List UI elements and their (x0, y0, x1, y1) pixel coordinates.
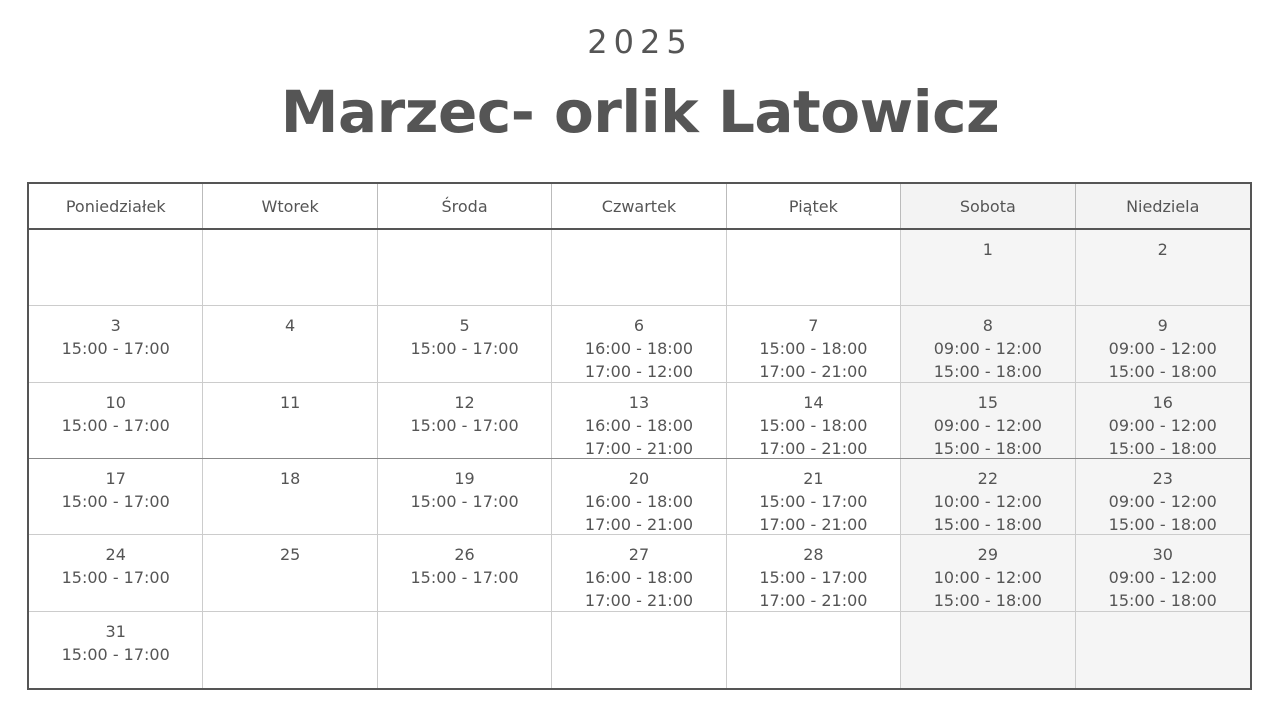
time-slot: 15:00 - 18:00 (933, 438, 1042, 458)
calendar-day-cell (552, 383, 726, 458)
weekday-header: Poniedziałek (29, 184, 203, 228)
day-number: 22 (977, 468, 998, 488)
calendar-day-cell (1076, 459, 1250, 534)
calendar-day-cell (727, 230, 901, 305)
calendar-day-cell (552, 612, 726, 688)
time-slot: 15:00 - 18:00 (933, 591, 1042, 611)
calendar-day-cell (29, 383, 203, 458)
calendar-day-cell (203, 383, 377, 458)
calendar-day-cell (29, 612, 203, 688)
day-number: 9 (1157, 316, 1168, 336)
calendar-day-cell (203, 459, 377, 534)
calendar-day-cell (378, 535, 552, 610)
day-number: 8 (982, 316, 993, 336)
day-number: 15 (977, 392, 998, 412)
weekday-header: Sobota (901, 184, 1075, 228)
calendar-day-cell (378, 612, 552, 688)
time-slot: 16:00 - 18:00 (584, 491, 694, 511)
calendar-day-cell (727, 612, 901, 688)
day-number: 5 (459, 316, 470, 336)
time-slot: 17:00 - 21:00 (759, 591, 868, 611)
time-slot: 15:00 - 18:00 (933, 362, 1042, 382)
time-slot: 17:00 - 21:00 (759, 514, 868, 534)
day-number: 25 (279, 545, 301, 565)
time-slot: 10:00 - 12:00 (933, 491, 1042, 511)
day-number: 18 (279, 468, 301, 488)
day-number: 19 (454, 468, 475, 488)
calendar-day-cell (727, 535, 901, 610)
calendar-day-cell (378, 383, 552, 458)
day-number: 24 (105, 545, 126, 565)
calendar-day-cell (901, 535, 1075, 610)
time-slot: 16:00 - 18:00 (584, 415, 694, 435)
time-slot: 15:00 - 17:00 (410, 415, 519, 435)
day-number: 11 (279, 392, 301, 412)
time-slot: 15:00 - 17:00 (61, 568, 170, 588)
weekday-header: Środa (378, 184, 552, 228)
time-slot: 15:00 - 18:00 (759, 415, 868, 435)
calendar-day-cell (29, 459, 203, 534)
calendar-day-cell (203, 230, 377, 305)
calendar-day-cell (901, 383, 1075, 458)
time-slot: 09:00 - 12:00 (1108, 491, 1217, 511)
calendar-day-cell (1076, 306, 1250, 381)
time-slot: 16:00 - 18:00 (584, 568, 694, 588)
calendar-week-row (29, 306, 1250, 382)
time-slot: 15:00 - 17:00 (759, 568, 868, 588)
calendar-day-cell (378, 230, 552, 305)
time-slot: 15:00 - 18:00 (1108, 438, 1217, 458)
calendar-day-cell (203, 306, 377, 381)
calendar-day-cell (1076, 535, 1250, 610)
calendar-day-cell (29, 535, 203, 610)
weekday-header: Czwartek (552, 184, 726, 228)
time-slot: 09:00 - 12:00 (1108, 568, 1217, 588)
time-slot: 16:00 - 18:00 (584, 339, 694, 359)
time-slot: 15:00 - 18:00 (1108, 514, 1217, 534)
time-slot: 15:00 - 17:00 (410, 491, 519, 511)
day-number: 2 (1157, 240, 1168, 259)
time-slot: 09:00 - 12:00 (1108, 339, 1217, 359)
calendar-day-cell (901, 459, 1075, 534)
calendar-day-cell (552, 230, 726, 305)
time-slot: 15:00 - 18:00 (933, 514, 1042, 534)
calendar-day-cell (1076, 383, 1250, 458)
day-number: 6 (633, 316, 645, 336)
weekday-header: Piątek (727, 184, 901, 228)
weekday-header: Wtorek (203, 184, 377, 228)
time-slot: 15:00 - 17:00 (410, 568, 519, 588)
time-slot: 17:00 - 12:00 (584, 362, 694, 382)
time-slot: 15:00 - 17:00 (759, 491, 868, 511)
calendar-day-cell (901, 306, 1075, 381)
time-slot: 15:00 - 17:00 (61, 491, 170, 511)
calendar-day-cell (29, 306, 203, 381)
calendar-day-cell (203, 612, 377, 688)
day-number: 13 (628, 392, 650, 412)
time-slot: 15:00 - 17:00 (61, 339, 170, 359)
time-slot: 09:00 - 12:00 (1108, 415, 1217, 435)
day-number: 14 (803, 392, 824, 412)
day-number: 20 (628, 468, 650, 488)
calendar-week-row (29, 230, 1250, 306)
calendar-weeks (29, 230, 1250, 688)
calendar-day-cell (378, 306, 552, 381)
time-slot: 17:00 - 21:00 (759, 438, 868, 458)
calendar-day-cell (552, 459, 726, 534)
time-slot: 09:00 - 12:00 (933, 415, 1042, 435)
day-number: 30 (1152, 545, 1173, 565)
day-number: 7 (808, 316, 819, 336)
time-slot: 17:00 - 21:00 (584, 438, 694, 458)
calendar-day-cell (901, 230, 1075, 305)
weekday-header-row (29, 184, 1250, 230)
day-number: 26 (454, 545, 475, 565)
calendar-day-cell (901, 612, 1075, 688)
calendar-week-row (29, 383, 1250, 459)
calendar-day-cell (29, 230, 203, 305)
day-number: 1 (982, 240, 993, 259)
calendar-week-row (29, 459, 1250, 535)
day-number: 16 (1152, 392, 1173, 412)
calendar-day-cell (203, 535, 377, 610)
calendar-day-cell (1076, 612, 1250, 688)
day-number: 23 (1152, 468, 1173, 488)
day-number: 28 (803, 545, 824, 565)
calendar-week-row (29, 535, 1250, 611)
time-slot: 15:00 - 18:00 (1108, 591, 1217, 611)
day-number: 12 (454, 392, 475, 412)
calendar-day-cell (727, 306, 901, 381)
calendar-day-cell (552, 535, 726, 610)
day-number: 17 (105, 468, 126, 488)
day-number: 21 (803, 468, 824, 488)
time-slot: 17:00 - 21:00 (584, 514, 694, 534)
day-number: 3 (110, 316, 121, 336)
calendar-year: 2025 (587, 23, 693, 61)
time-slot: 17:00 - 21:00 (759, 362, 868, 382)
day-number: 29 (977, 545, 998, 565)
calendar-day-cell (552, 306, 726, 381)
calendar-day-cell (378, 459, 552, 534)
time-slot: 09:00 - 12:00 (933, 339, 1042, 359)
day-number: 31 (105, 621, 126, 641)
day-number: 27 (628, 545, 650, 565)
time-slot: 15:00 - 17:00 (410, 339, 519, 359)
calendar-day-cell (727, 459, 901, 534)
calendar-title: Marzec- orlik Latowicz (280, 78, 1000, 146)
day-number: 10 (105, 392, 126, 412)
day-number: 4 (285, 316, 296, 336)
time-slot: 17:00 - 21:00 (584, 591, 694, 611)
time-slot: 15:00 - 18:00 (1108, 362, 1217, 382)
calendar-day-cell (727, 383, 901, 458)
time-slot: 15:00 - 17:00 (61, 644, 170, 664)
time-slot: 15:00 - 18:00 (759, 339, 868, 359)
calendar-table (27, 182, 1252, 690)
time-slot: 15:00 - 17:00 (61, 415, 170, 435)
calendar-day-cell (1076, 230, 1250, 305)
time-slot: 10:00 - 12:00 (933, 568, 1042, 588)
calendar-week-row (29, 612, 1250, 688)
weekday-header: Niedziela (1076, 184, 1250, 228)
